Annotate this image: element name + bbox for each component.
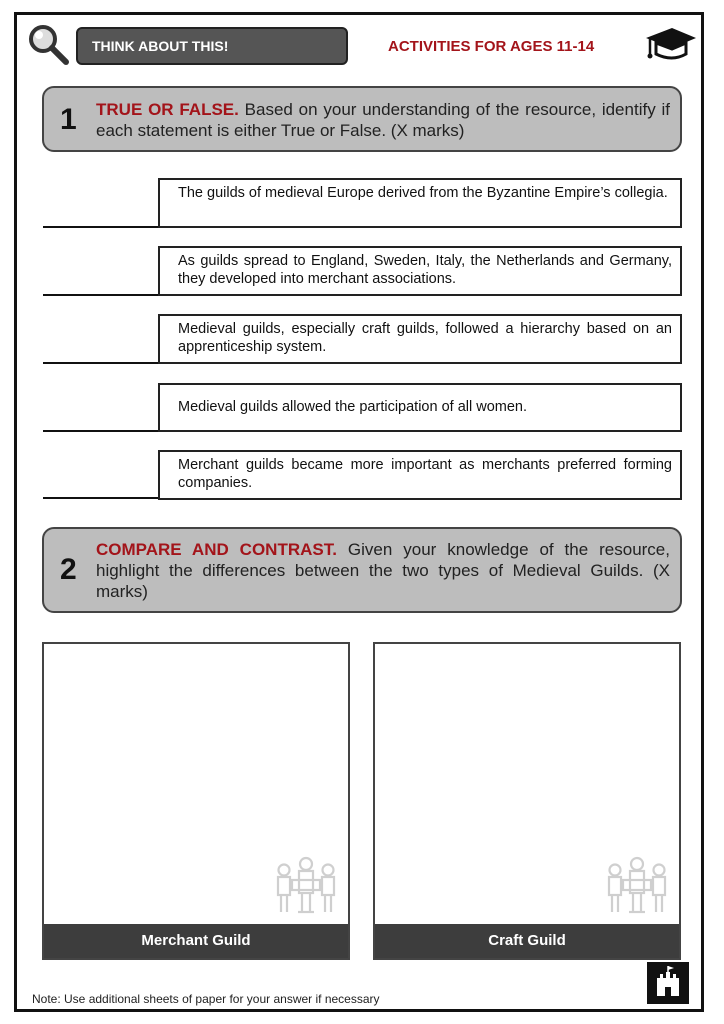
section-instructions [96, 539, 670, 602]
answer-line[interactable] [43, 294, 158, 296]
graduation-cap-icon [640, 24, 698, 64]
statement-box: As guilds spread to England, Sweden, Italy, the Netherlands and Germany, they developed into merchant associations. [158, 246, 682, 296]
section-instruction-text: Based on your understanding of the resource, identify if each statement is either True or False. (X marks) [96, 100, 670, 140]
section-heading: COMPARE AND CONTRAST. [96, 540, 337, 559]
answer-line[interactable] [43, 362, 158, 364]
section-number: 1 [60, 103, 77, 136]
castle-icon [647, 962, 689, 1004]
answer-line[interactable] [43, 430, 158, 432]
magnifier-icon [26, 22, 70, 66]
footer-note: Note: Use additional sheets of paper for your answer if necessary [32, 992, 380, 1006]
compare-contrast-banner [42, 527, 682, 613]
true-false-banner [42, 86, 682, 152]
craft-guild-label: Craft Guild [375, 924, 679, 958]
merchant-guild-label: Merchant Guild [44, 924, 348, 958]
guild-people-icon [270, 854, 342, 920]
guild-people-icon [601, 854, 673, 920]
statement-box: Medieval guilds allowed the participation of all women. [158, 383, 682, 432]
section-heading: TRUE OR FALSE. [96, 100, 239, 119]
section-instruction-text: Given your knowledge of the resource, highlight the differences between the two types of Medieval Guilds. (X marks) [96, 540, 670, 601]
statement-box: Merchant guilds became more important as merchants preferred forming companies. [158, 450, 682, 500]
answer-line[interactable] [43, 497, 158, 499]
merchant-guild-answer-box[interactable] [42, 642, 350, 960]
craft-guild-answer-box[interactable] [373, 642, 681, 960]
answer-line[interactable] [43, 226, 158, 228]
think-about-this-badge: THINK ABOUT THIS! [76, 27, 348, 65]
activities-age-label: ACTIVITIES FOR AGES 11-14 [388, 38, 595, 55]
section-instructions [96, 99, 670, 141]
castle-icon-badge [647, 962, 689, 1004]
section-number: 2 [60, 553, 77, 586]
statement-box: Medieval guilds, especially craft guilds, followed a hierarchy based on an apprenticeship system. [158, 314, 682, 364]
statement-box: The guilds of medieval Europe derived from the Byzantine Empire’s collegia. [158, 178, 682, 228]
